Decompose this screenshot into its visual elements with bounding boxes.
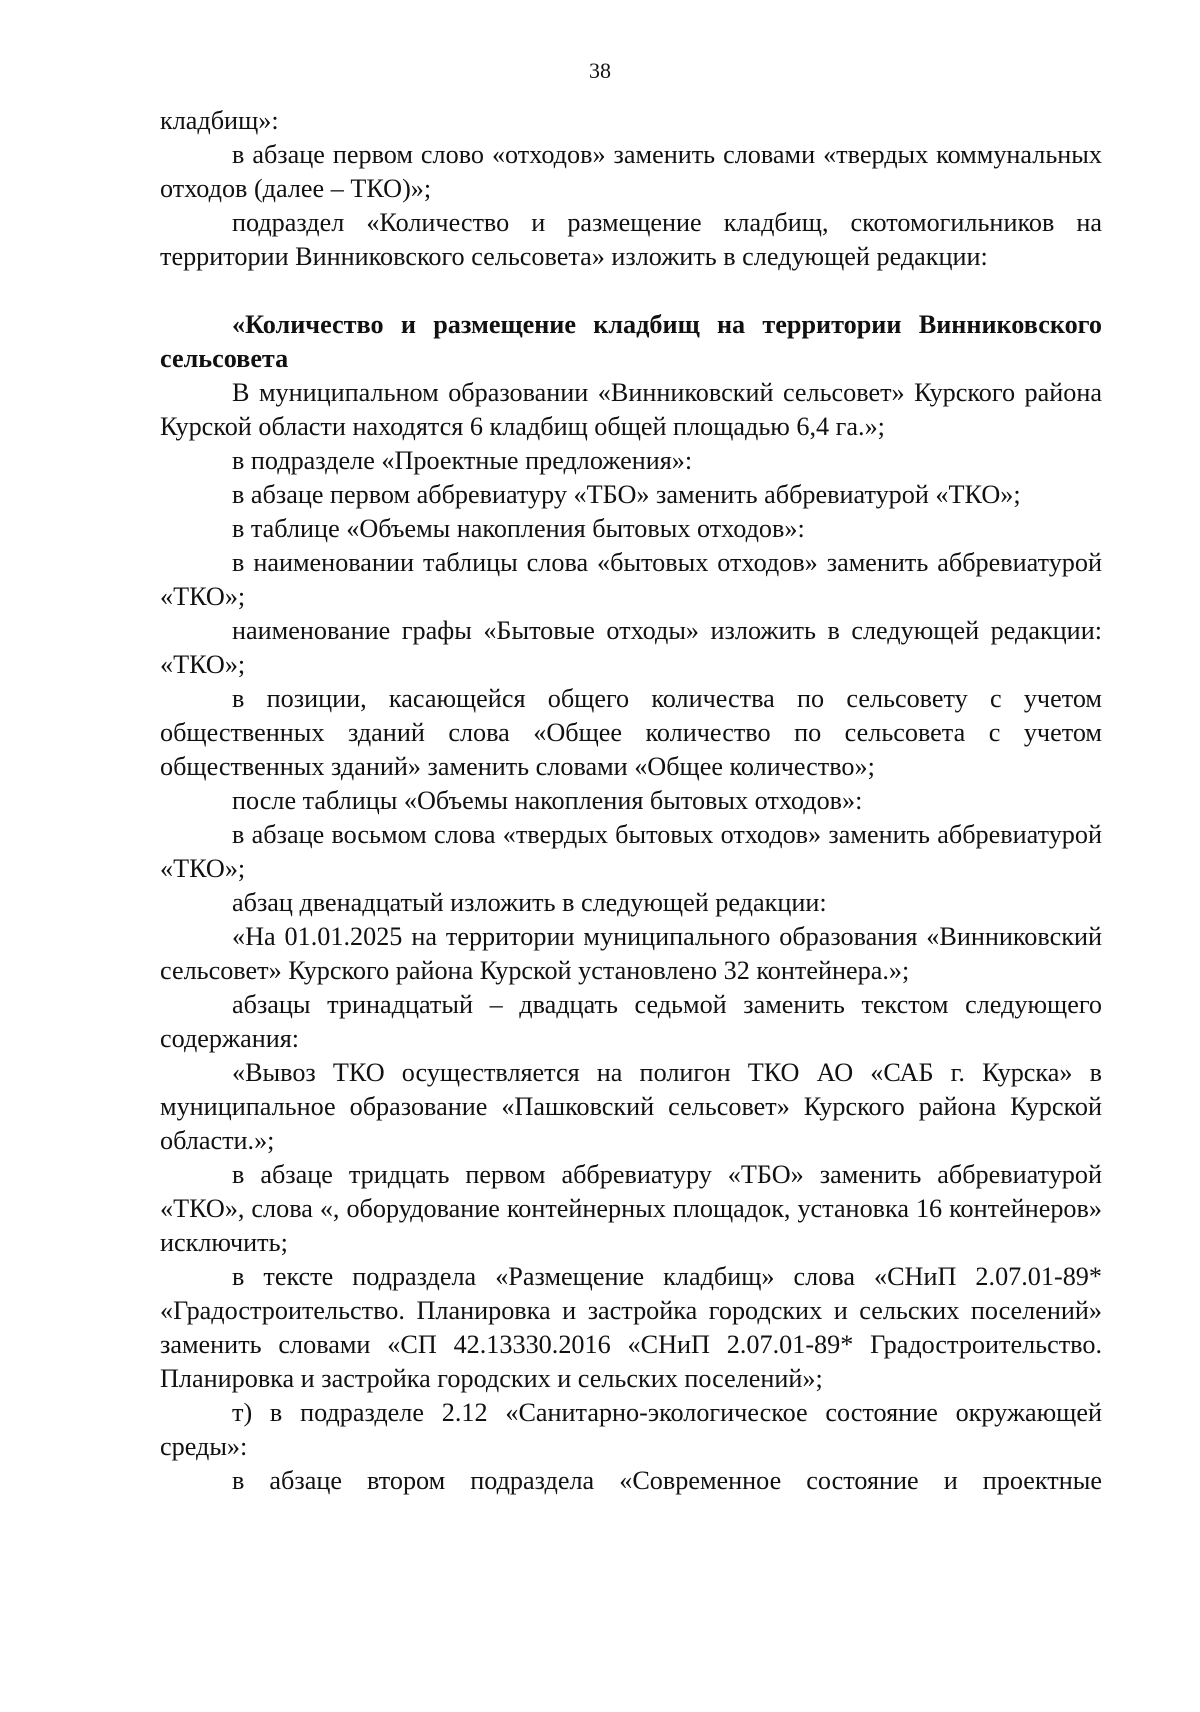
paragraph: подраздел «Количество и размещение кладбищ, скотомогильников на территории Винниковского сельсовета» изложить в следующей редакции: (160, 208, 1102, 271)
paragraph: после таблицы «Объемы накопления бытовых отходов»: (232, 786, 863, 815)
paragraph: «Вывоз ТКО осуществляется на полигон ТКО АО «САБ г. Курска» в муниципальное образование «Пашковский сельсовет» Курского района Курской области.»; (160, 1058, 1102, 1155)
paragraph: в наименовании таблицы слова «бытовых отходов» заменить аббревиатурой «ТКО»; (160, 548, 1102, 611)
paragraph: абзац двенадцатый изложить в следующей редакции: (232, 888, 827, 917)
paragraph: в позиции, касающейся общего количества по сельсовету с учетом общественных зданий слова «Общее количество по сельсовета с учетом общественных зданий» заменить словами «Общее количество»; (160, 684, 1102, 781)
paragraph: В муниципальном образовании «Винниковский сельсовет» Курского района Курской области находятся 6 кладбищ общей площадью 6,4 га.»; (160, 378, 1102, 441)
page-number: 38 (589, 58, 611, 83)
section-heading: «Количество и размещение кладбищ на территории Винниковского сельсовета (160, 310, 1102, 373)
paragraph: в тексте подраздела «Размещение кладбищ» слова «СНиП 2.07.01-89* «Градостроительство. Планировка и застройка городских и сельских поселений» заменить словами «СП 42.13330.2016 «СНиП 2.07.01-89* Градостроительство. Планировка и застройка городских и сельских поселений»; (160, 1262, 1102, 1393)
paragraph: в абзаце первом аббревиатуру «ТБО» заменить аббревиатурой «ТКО»; (232, 480, 1021, 509)
paragraph: в абзаце восьмом слова «твердых бытовых отходов» заменить аббревиатурой «ТКО»; (160, 820, 1102, 883)
paragraph: «На 01.01.2025 на территории муниципального образования «Винниковский сельсовет» Курского района Курской установлено 32 контейнера.»; (160, 922, 1102, 985)
paragraph: в абзаце тридцать первом аббревиатуру «ТБО» заменить аббревиатурой «ТКО», слова «, оборудование контейнерных площадок, установка 16 контейнеров» исключить; (160, 1160, 1102, 1257)
paragraph: т) в подразделе 2.12 «Санитарно-экологическое состояние окружающей среды»: (160, 1398, 1102, 1461)
paragraph: кладбищ»: (160, 106, 279, 135)
paragraph: абзацы тринадцатый – двадцать седьмой заменить текстом следующего содержания: (160, 990, 1102, 1053)
paragraph: наименование графы «Бытовые отходы» изложить в следующей редакции: «ТКО»; (160, 616, 1102, 679)
paragraph: в абзаце втором подраздела «Современное состояние и проектные (232, 1466, 1102, 1495)
paragraph: в абзаце первом слово «отходов» заменить словами «твердых коммунальных отходов (далее – ТКО)»; (160, 140, 1102, 203)
paragraph: в таблице «Объемы накопления бытовых отходов»: (232, 514, 805, 543)
paragraph: в подразделе «Проектные предложения»: (232, 446, 693, 475)
document-body (160, 104, 1102, 1498)
